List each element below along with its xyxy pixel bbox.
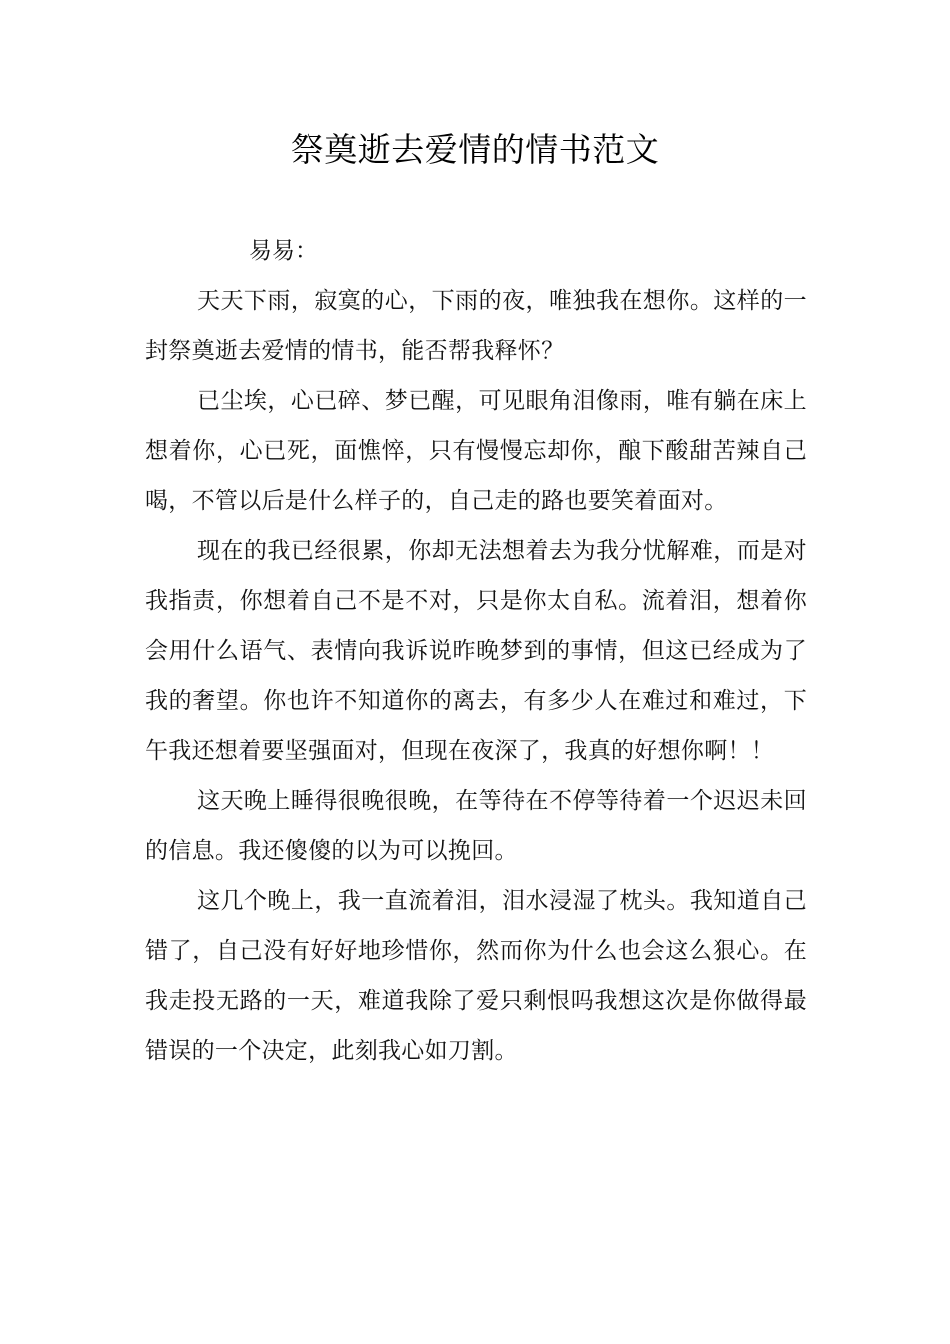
paragraph: 这几个晚上，我一直流着泪，泪水浸湿了枕头。我知道自己错了，自己没有好好地珍惜你，然而你为什么也会这么狠心。在我走投无路的一天，难道我除了爱只剩恨吗我想这次是你做得最错误的一个决定，此刻我心如刀割。 [145, 888, 807, 1064]
paragraph: 现在的我已经很累，你却无法想着去为我分忧解难，而是对我指责，你想着自己不是不对，只是你太自私。流着泪，想着你会用什么语气、表情向我诉说昨晚梦到的事情，但这已经成为了我的奢望。你也许不知道你的离去，有多少人在难过和难过，下午我还想着要坚强面对，但现在夜深了，我真的好想你啊！！ [145, 538, 807, 764]
paragraph: 天天下雨，寂寞的心，下雨的夜，唯独我在想你。这样的一封祭奠逝去爱情的情书，能否帮我释怀？ [145, 288, 807, 364]
paragraph: 已尘埃，心已碎、梦已醒，可见眼角泪像雨，唯有躺在床上想着你，心已死，面憔悴，只有慢慢忘却你，酿下酸甜苦辣自己喝，不管以后是什么样子的，自己走的路也要笑着面对。 [145, 388, 807, 514]
paragraph: 这天晚上睡得很晚很晚，在等待在不停等待着一个迟迟未回的信息。我还傻傻的以为可以挽回。 [145, 788, 807, 864]
letter-salutation: 易易： [249, 238, 318, 264]
document-title: 祭奠逝去爱情的情书范文 [290, 130, 660, 169]
letter-body [145, 226, 807, 1076]
